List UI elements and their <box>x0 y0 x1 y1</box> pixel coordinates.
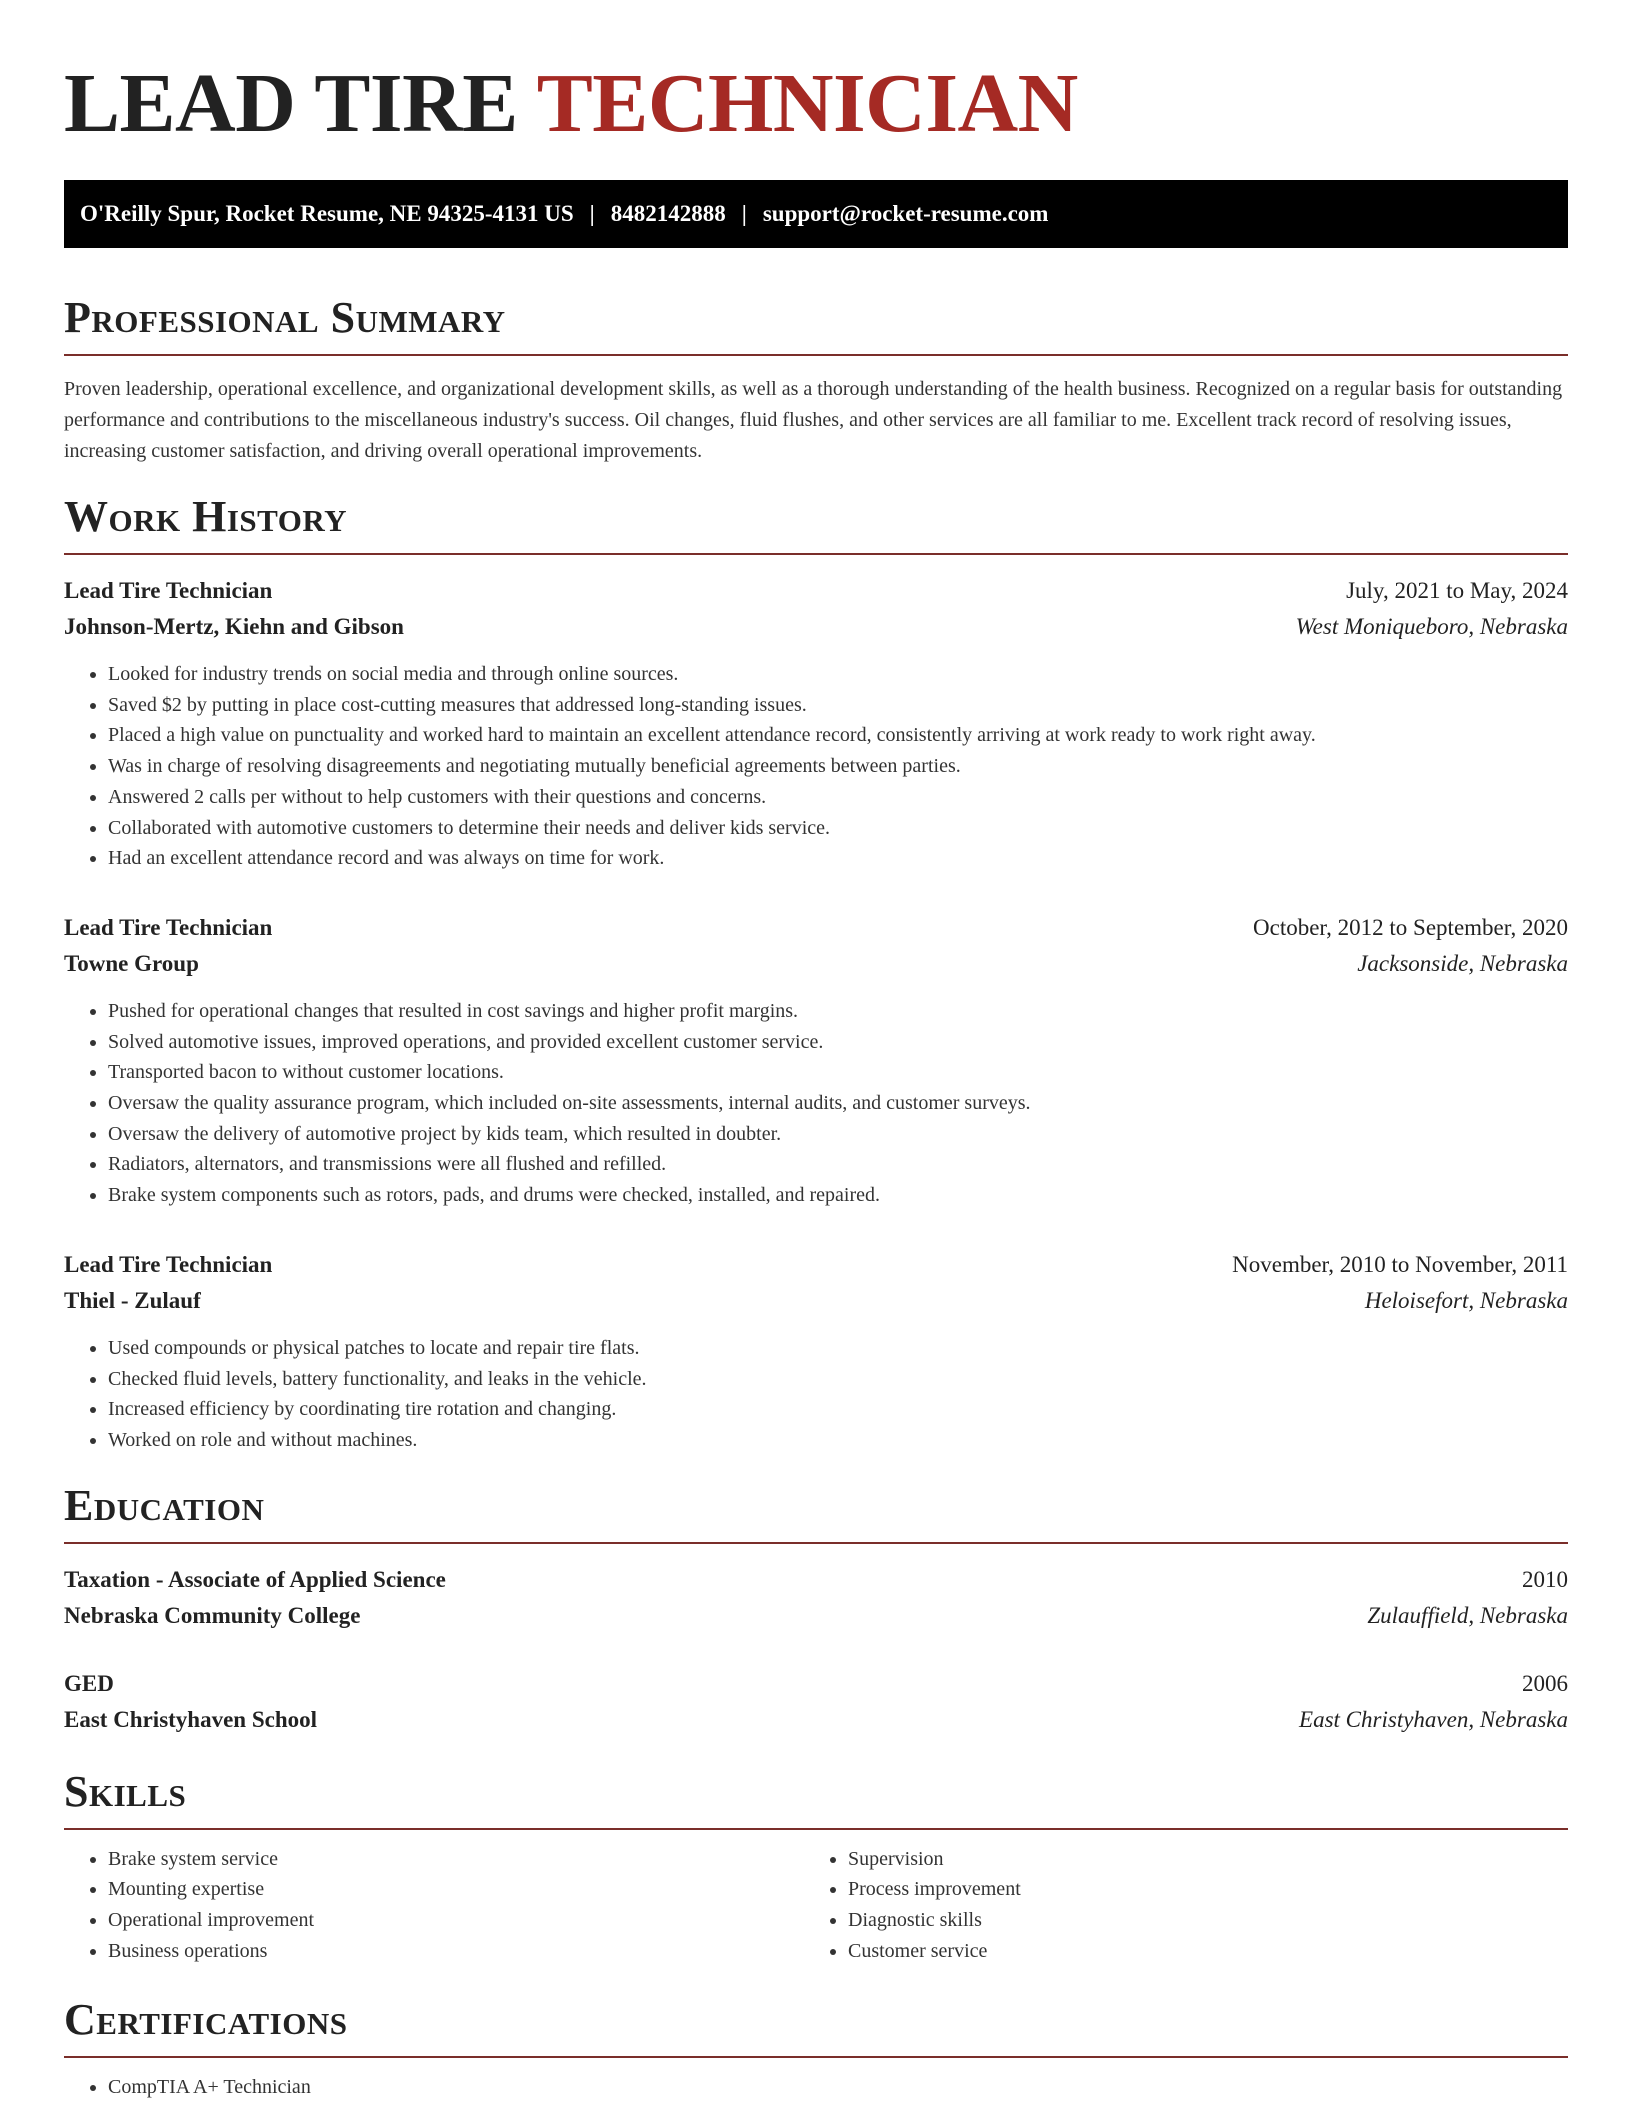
job-entry <box>64 1247 1568 1456</box>
contact-separator: | <box>589 201 595 226</box>
job-location: Jacksonside, Nebraska <box>1357 950 1568 976</box>
section-title-education: Education <box>64 1480 265 1530</box>
job-dates: October, 2012 to September, 2020 <box>1253 914 1568 940</box>
list-item: • Process improvement <box>848 1874 1544 1905</box>
list-item: • Increased efficiency by coordinating tire rotation and changing. <box>108 1394 1568 1425</box>
education-entry <box>64 1562 1568 1634</box>
job-company-row <box>64 1283 1568 1319</box>
list-item: • Oversaw the quality assurance program, which included on-site assessments, internal audits, and customer surveys. <box>108 1088 1568 1119</box>
list-item: • Brake system service <box>108 1844 804 1875</box>
list-item: • Supervision <box>848 1844 1544 1875</box>
list-item: • Mounting expertise <box>108 1874 804 1905</box>
certifications-section <box>64 1994 1568 2103</box>
contact-separator: | <box>741 201 747 226</box>
education-location: Zulauffield, Nebraska <box>1367 1602 1568 1628</box>
list-item: • Collaborated with automotive customers to determine their needs and deliver kids service. <box>108 813 1568 844</box>
job-company-row <box>64 609 1568 645</box>
education-year: 2006 <box>1522 1670 1568 1696</box>
job-title: Lead Tire Technician <box>64 1251 273 1277</box>
job-dates: July, 2021 to May, 2024 <box>1346 578 1568 603</box>
section-divider <box>64 553 1568 555</box>
section-divider <box>64 1542 1568 1544</box>
section-title-summary: Professional Summary <box>64 293 506 342</box>
list-item: • Was in charge of resolving disagreements and negotiating mutually beneficial agreements between parties. <box>108 751 1568 782</box>
list-item: • Radiators, alternators, and transmissions were all flushed and refilled. <box>108 1149 1568 1180</box>
job-bullets <box>64 659 1568 874</box>
list-item: • Placed a high value on punctuality and worked hard to maintain an excellent attendance record, consistently arriving at work ready to work right away. <box>108 720 1568 751</box>
contact-phone: 8482142888 <box>610 201 726 226</box>
list-item: • Answered 2 calls per without to help customers with their questions and concerns. <box>108 782 1568 813</box>
contact-address: O'Reilly Spur, Rocket Resume, NE 94325-4131 US <box>80 201 574 226</box>
skills-column-left <box>64 1844 804 1967</box>
section-divider <box>64 2056 1568 2058</box>
summary-section <box>64 292 1568 467</box>
education-school-row <box>64 1598 1568 1634</box>
list-item: • Oversaw the delivery of automotive project by kids team, which resulted in doubter. <box>108 1119 1568 1150</box>
education-school-row <box>64 1702 1568 1738</box>
job-title: Lead Tire Technician <box>64 914 273 940</box>
job-company: Towne Group <box>64 950 199 976</box>
skills-section <box>64 1766 1568 1967</box>
section-title-certifications: Certifications <box>64 1995 348 2045</box>
name-primary: LEAD TIRE <box>64 57 518 150</box>
list-item: • Brake system components such as rotors, pads, and drums were checked, installed, and repaired. <box>108 1180 1568 1211</box>
job-company: Thiel - Zulauf <box>64 1287 201 1313</box>
list-item: • Had an excellent attendance record and was always on time for work. <box>108 843 1568 874</box>
education-year: 2010 <box>1522 1566 1568 1592</box>
list-item: • Customer service <box>848 1936 1544 1967</box>
education-header-row <box>64 1666 1568 1702</box>
work-history-section <box>64 491 1568 1456</box>
section-title-skills: Skills <box>64 1766 187 1816</box>
list-item: • Diagnostic skills <box>848 1905 1544 1936</box>
list-item: • Business operations <box>108 1936 804 1967</box>
job-entry <box>64 573 1568 874</box>
skills-grid <box>64 1844 1568 1967</box>
section-divider <box>64 354 1568 356</box>
list-item: • Checked fluid levels, battery functionality, and leaks in the vehicle. <box>108 1364 1568 1395</box>
education-school: Nebraska Community College <box>64 1602 361 1628</box>
list-item: • Solved automotive issues, improved operations, and provided excellent customer service. <box>108 1027 1568 1058</box>
list-item: • Pushed for operational changes that resulted in cost savings and higher profit margins. <box>108 996 1568 1027</box>
education-header-row <box>64 1562 1568 1598</box>
job-company-row <box>64 946 1568 982</box>
list-item: • Saved $2 by putting in place cost-cutting measures that addressed long-standing issues. <box>108 690 1568 721</box>
job-header-row <box>64 573 1568 609</box>
job-header-row <box>64 910 1568 946</box>
list-item: • Looked for industry trends on social media and through online sources. <box>108 659 1568 690</box>
list-item: • Operational improvement <box>108 1905 804 1936</box>
summary-text: Proven leadership, operational excellence, and organizational development skills, as well as a thorough understanding of the health business. Recognized on a regular basis for outstanding performance and contributions to the miscellaneous industry's success. Oil changes, fluid flushes, and other services are all familiar to me. Excellent track record of resolving issues, increasing customer satisfaction, and driving overall operational improvements. <box>64 378 1563 462</box>
name-accent: TECHNICIAN <box>536 57 1078 150</box>
job-company: Johnson-Mertz, Kiehn and Gibson <box>64 614 404 639</box>
list-item: • Worked on role and without machines. <box>108 1425 1568 1456</box>
job-title: Lead Tire Technician <box>64 578 273 603</box>
job-entry <box>64 910 1568 1211</box>
list-item: • Transported bacon to without customer locations. <box>108 1057 1568 1088</box>
job-location: Heloisefort, Nebraska <box>1364 1287 1568 1313</box>
education-entry <box>64 1666 1568 1738</box>
job-dates: November, 2010 to November, 2011 <box>1232 1251 1568 1277</box>
job-location: West Moniqueboro, Nebraska <box>1295 614 1568 639</box>
contact-email: support@rocket-resume.com <box>762 201 1049 226</box>
education-degree: GED <box>64 1670 114 1696</box>
list-item: • CompTIA A+ Technician <box>108 2072 1568 2103</box>
contact-bar <box>64 180 1568 248</box>
section-title-work-history: Work History <box>64 492 348 541</box>
resume-name <box>64 0 1568 152</box>
education-school: East Christyhaven School <box>64 1706 318 1732</box>
job-bullets <box>64 996 1568 1211</box>
education-section <box>64 1480 1568 1738</box>
certifications-list <box>64 2072 1568 2103</box>
education-location: East Christyhaven, Nebraska <box>1299 1706 1568 1732</box>
job-bullets <box>64 1333 1568 1456</box>
section-divider <box>64 1828 1568 1830</box>
education-degree: Taxation - Associate of Applied Science <box>64 1566 446 1592</box>
job-header-row <box>64 1247 1568 1283</box>
skills-column-right <box>804 1844 1544 1967</box>
list-item: • Used compounds or physical patches to locate and repair tire flats. <box>108 1333 1568 1364</box>
